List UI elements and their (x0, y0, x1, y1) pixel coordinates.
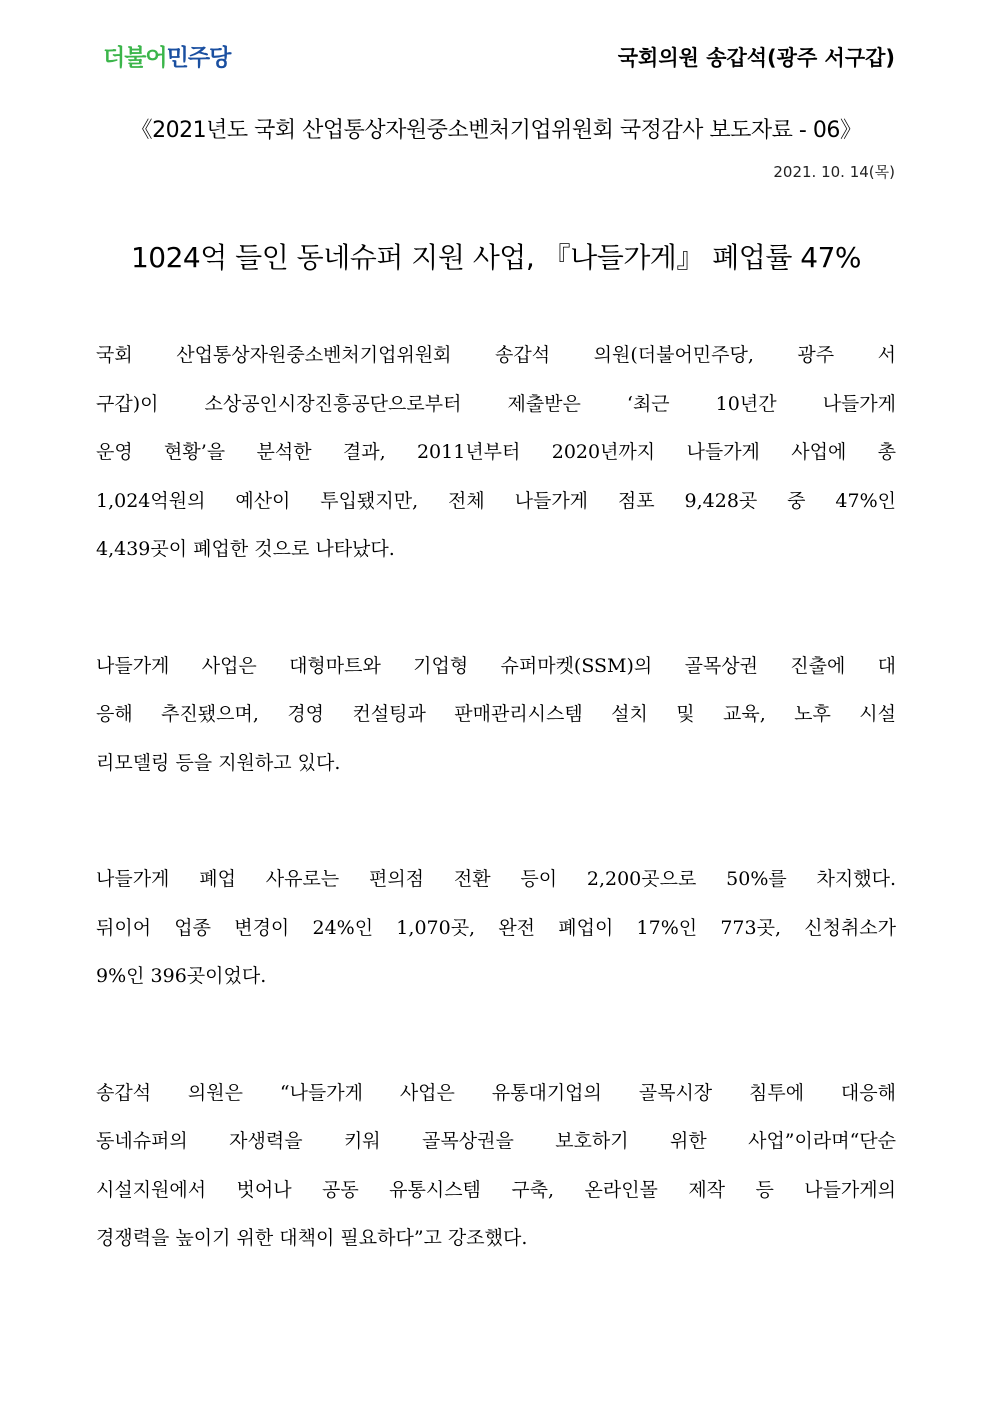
paragraph-line: 리모델링 등을 지원하고 있다. (96, 751, 341, 774)
party-logo-part2: 민주당 (166, 45, 231, 71)
paragraph-line: 동네슈퍼의 자생력을 키워 골목상권을 보호하기 위한 사업”이라며“단순 (96, 1130, 896, 1152)
paragraph-line: 뒤이어 업종 변경이 24%인 1,070곳, 완전 폐업이 17%인 773곳, 신청취소가 (96, 916, 896, 939)
release-date: 2021. 10. 14(목) (773, 163, 895, 181)
paragraph-line: 4,439곳이 폐업한 것으로 나타났다. (96, 538, 395, 560)
paragraph-line: 구갑)이 소상공인시장진흥공단으로부터 제출받은 ‘최근 10년간 나들가게 (96, 392, 896, 415)
paragraph-line: 응해 추진됐으며, 경영 컨설팅과 판매관리시스템 설치 및 교육, 노후 시설 (96, 703, 896, 725)
paragraph-3 (96, 855, 896, 1001)
party-logo-part1: 더불어 (103, 45, 167, 71)
paragraph-line: 송갑석 의원은 “나들가게 사업은 유통대기업의 골목시장 침투에 대응해 (96, 1081, 896, 1104)
paragraph-line: 운영 현황’을 분석한 결과, 2011년부터 2020년까지 나들가게 사업에 총 (96, 441, 896, 463)
paragraph-line: 경쟁력을 높이기 위한 대책이 필요하다”고 강조했다. (96, 1227, 528, 1249)
body-text (96, 331, 896, 1331)
paragraph-line: 나들가게 폐업 사유로는 편의점 전환 등이 2,200곳으로 50%를 차지했다. (96, 868, 896, 890)
headline: 1024억 들인 동네슈퍼 지원 사업, 『나들가게』 폐업률 47% (130, 241, 862, 274)
paragraph-line: 국회 산업통상자원중소벤처기업위원회 송갑석 의원(더불어민주당, 광주 서 (96, 344, 896, 366)
party-logo (103, 43, 230, 73)
paragraph-line: 나들가게 사업은 대형마트와 기업형 슈퍼마켓(SSM)의 골목상권 진출에 대 (96, 654, 896, 677)
series-title: 《2021년도 국회 산업통상자원중소벤처기업위원회 국정감사 보도자료 - 06》 (130, 118, 862, 143)
paragraph-2 (96, 642, 896, 788)
paragraph-4 (96, 1069, 896, 1263)
member-name: 국회의원 송갑석(광주 서구갑) (617, 46, 895, 70)
paragraph-line: 1,024억원의 예산이 투입됐지만, 전체 나들가게 점포 9,428곳 중 47%인 (96, 489, 896, 512)
paragraph-line: 9%인 396곳이었다. (96, 965, 267, 987)
paragraph-1 (96, 331, 896, 574)
paragraph-line: 시설지원에서 벗어나 공동 유통시스템 구축, 온라인몰 제작 등 나들가게의 (96, 1178, 896, 1201)
